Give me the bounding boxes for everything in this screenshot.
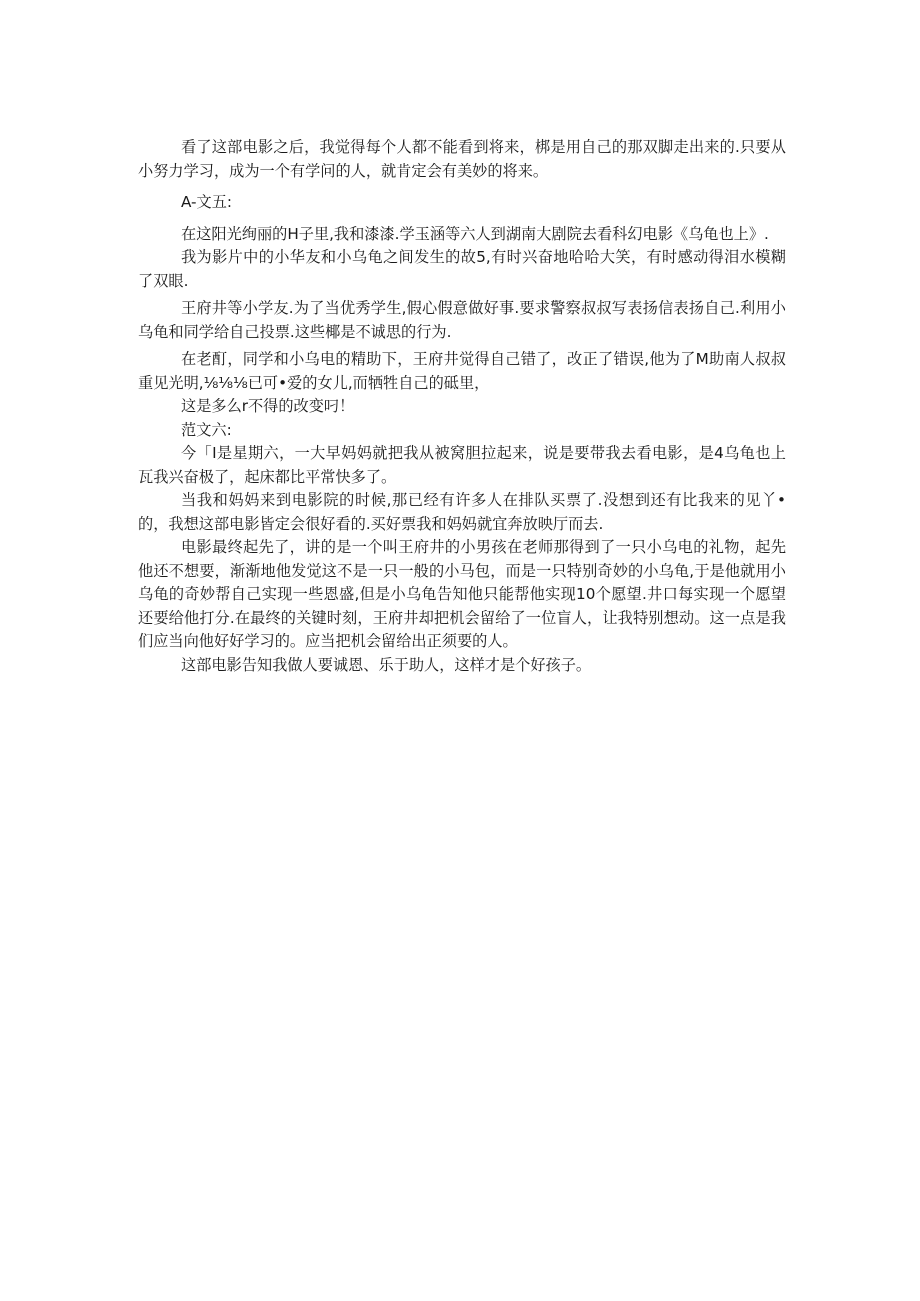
paragraph: 今「I是星期六，一大早妈妈就把我从被窝胆拉起来，说是要带我去看电影，是4乌龟也上瓦我兴奋极了，起床都比平常快多了。 — [138, 444, 786, 486]
paragraph: 这部电影告知我做人要诚恩、乐于助人，这样才是个好孩子。 — [181, 655, 592, 674]
paragraph: 在老酊，同学和小乌电的精助下，王府井觉得自己错了，改正了错误,他为了M助南人叔叔重见光明,⅛⅛⅛已可•爱的女儿,而牺牲自己的砥里， — [138, 350, 786, 392]
paragraph: 在这阳光绚丽的H子里,我和漆漆.学玉涵等六人到湖南大剧院去看科幻电影《乌龟也上》. — [181, 224, 769, 243]
section-heading: 范文六: — [181, 420, 232, 439]
paragraph: 看了这部电影之后，我觉得每个人都不能看到将来，梆是用自己的那双脚走出来的.只要从小努力学习，成为一个有学问的人，就肯定会有美妙的将来。 — [138, 138, 786, 180]
paragraph: 我为影片中的小华友和小乌龟之间发生的故5,有时兴奋地哈哈大笑，有时感动得泪水模糊了双眼. — [138, 248, 786, 290]
section-heading: A-文五: — [181, 193, 233, 211]
paragraph: 电影最终起先了，讲的是一个叫王府井的小男孩在老师那得到了一只小乌电的礼物，起先他还不想要，渐渐地他发觉这不是一只一般的小马包，而是一只特别奇妙的小乌龟,于是他就用小乌龟的奇妙帮自己实现一些恩盛,但是小乌龟告知他只能帮他实现10个愿望.井口每实现一个愿望还要给他打分.在最终的关键时刻，王府井却把机会留给了一位盲人，让我特别想动。这一点是我们应当向他好好学习的。应当把机会留给出正须要的人。 — [138, 538, 786, 650]
paragraph: 王府井等小学友.为了当优秀学生,假心假意做好事.要求警察叔叔写表扬信表扬自己.利用小乌龟和同学给自己投票.这些椰是不诚思的行为. — [138, 299, 786, 341]
document-body — [138, 136, 786, 677]
paragraph: 当我和妈妈来到电影院的时候,那已经有许多人在排队买票了.没想到还有比我来的见丫•的，我想这部电影皆定会很好看的.买好票我和妈妈就宜奔放映厅而去. — [138, 491, 786, 533]
paragraph: 这是多么r不得的改变叼！ — [181, 397, 355, 415]
